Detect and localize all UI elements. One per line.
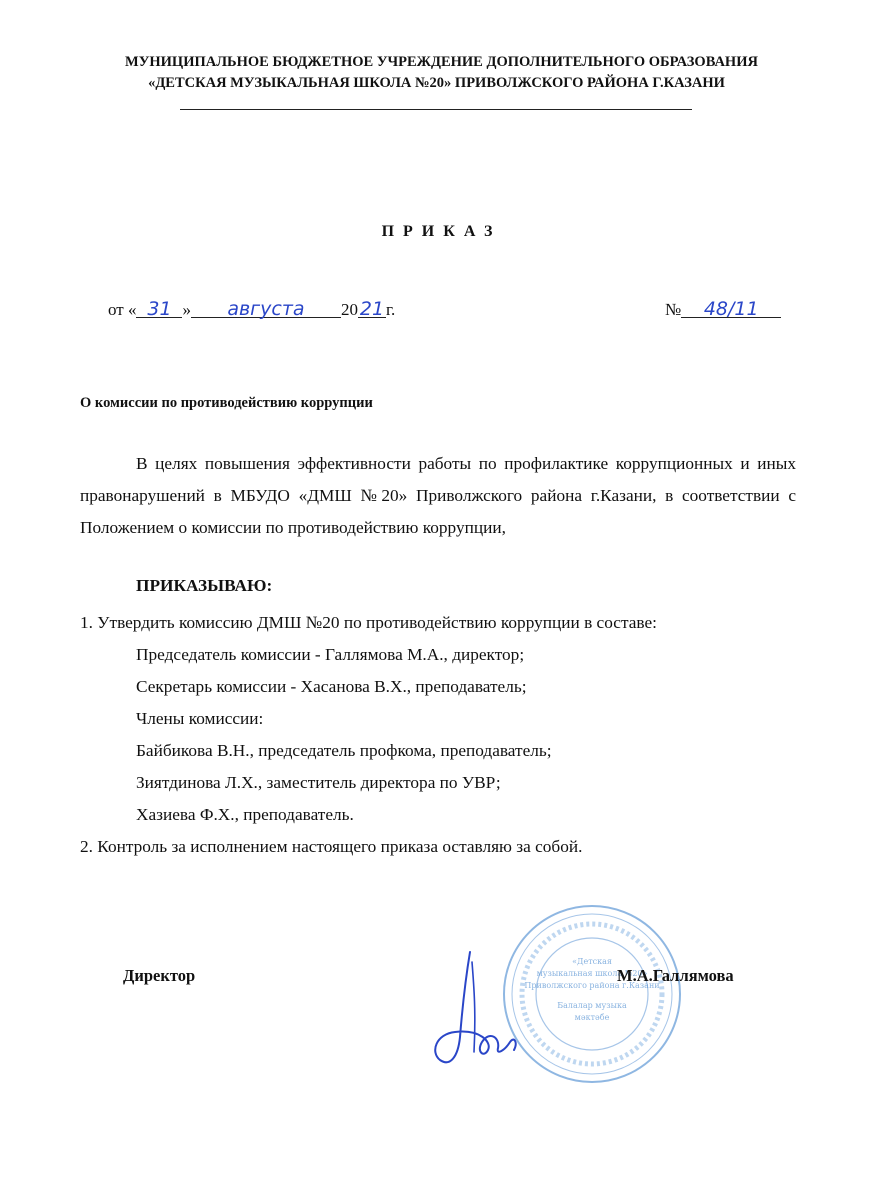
date-day-handwritten: 31 — [136, 301, 182, 318]
stamp-text-4: Балалар музыка — [557, 1001, 627, 1010]
handwritten-signature — [410, 942, 560, 1092]
header-divider — [180, 109, 692, 110]
stamp-text-5: мәктәбе — [574, 1013, 610, 1022]
number-value-handwritten: 48/11 — [681, 301, 781, 318]
stamp-text-2: музыкальная школа №20» — [536, 969, 648, 978]
date-year-prefix: 20 — [340, 300, 358, 319]
signatory-title: Директор — [123, 966, 196, 985]
date-mid: » — [182, 300, 191, 319]
order-items — [80, 607, 840, 863]
order-directive: ПРИКАЗЫВАЮ: — [136, 576, 273, 595]
commission-members-label: Члены комиссии: — [136, 709, 264, 728]
header-line-1: МУНИЦИПАЛЬНОЕ БЮДЖЕТНОЕ УЧРЕЖДЕНИЕ ДОПОЛНИТЕЛЬНОГО ОБРАЗОВАНИЯ — [125, 54, 758, 70]
commission-member: Байбикова В.Н., председатель профкома, преподаватель; — [136, 741, 552, 760]
number-label: № — [665, 300, 682, 319]
organization-header — [0, 52, 873, 94]
commission-member: Хазиева Ф.Х., преподаватель. — [136, 805, 354, 824]
header-line-2: «ДЕТСКАЯ МУЗЫКАЛЬНАЯ ШКОЛА №20» ПРИВОЛЖСКОГО РАЙОНА Г.КАЗАНИ — [148, 75, 725, 91]
item-2: 2. Контроль за исполнением настоящего приказа оставляю за собой. — [80, 837, 583, 856]
document-title: ПРИКАЗ — [381, 223, 502, 240]
stamp-text-3: Приволжского района г.Казани — [524, 981, 660, 990]
date-prefix: от « — [108, 300, 137, 319]
stamp-text-1: «Детская — [572, 957, 612, 966]
date-month-handwritten: августа — [191, 301, 341, 318]
order-subject: О комиссии по противодействию коррупции — [80, 395, 373, 411]
commission-chair: Председатель комиссии - Галлямова М.А., директор; — [136, 645, 525, 664]
signatory-name: М.А.Галлямова — [617, 966, 734, 985]
commission-secretary: Секретарь комиссии - Хасанова В.Х., преподаватель; — [136, 677, 527, 696]
date-year-handwritten: 21 — [359, 298, 385, 320]
order-date — [108, 300, 395, 320]
order-number — [665, 300, 781, 320]
item-1: 1. Утвердить комиссию ДМШ №20 по противодействию коррупции в составе: — [80, 613, 657, 632]
commission-member: Зиятдинова Л.Х., заместитель директора по УВР; — [136, 773, 501, 792]
date-suffix: г. — [385, 300, 396, 319]
order-preamble: В целях повышения эффективности работы по профилактике коррупционных и иных правонарушений в МБУДО «ДМШ №20» Приволжского района г.Казани, в соответствии с Положением о комиссии по противодействию коррупции, — [80, 454, 796, 537]
